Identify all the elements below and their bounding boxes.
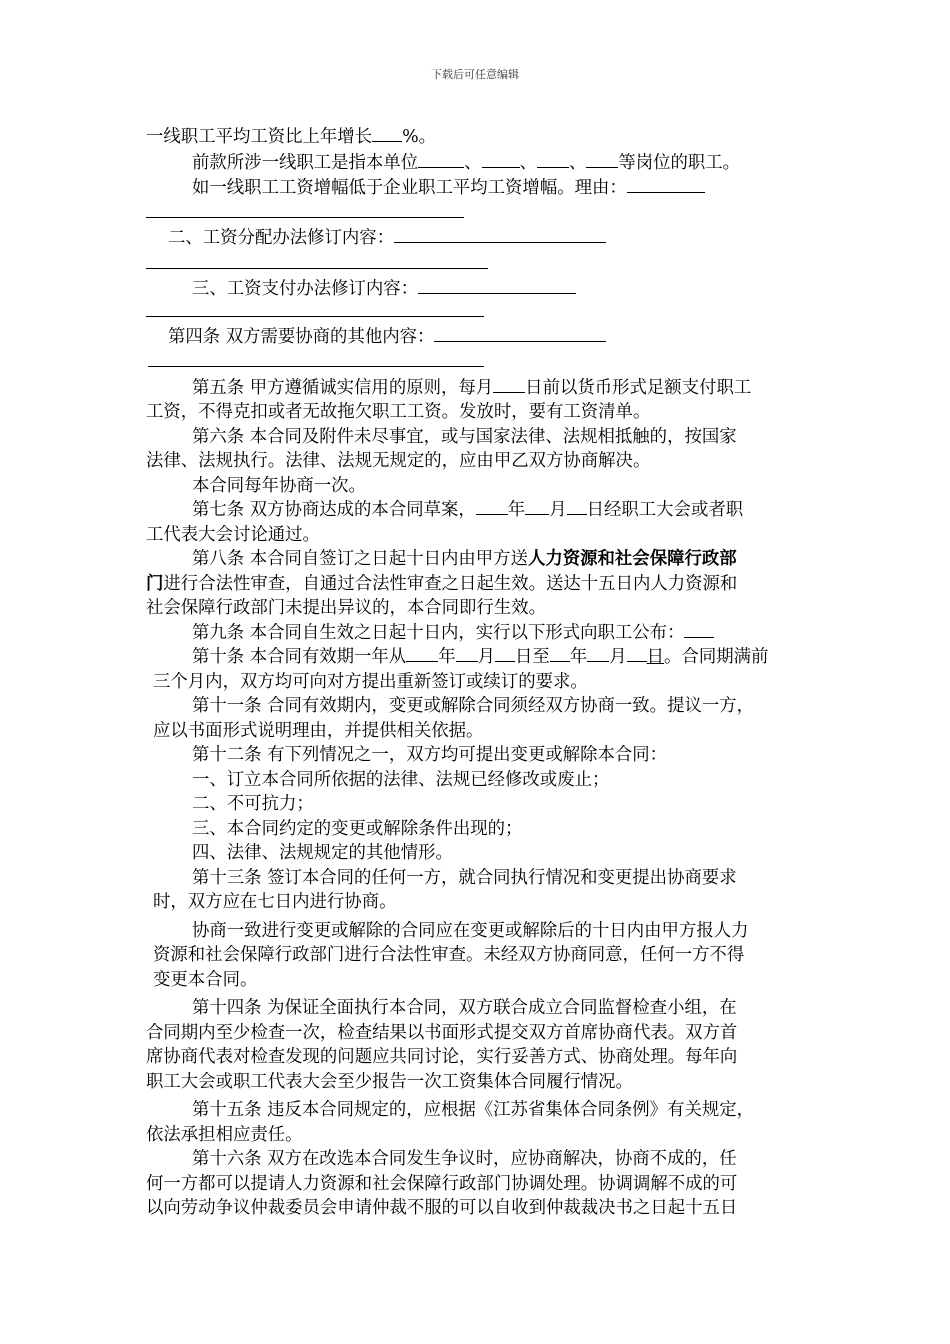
blank[interactable]	[482, 151, 520, 168]
text: 等岗位的职工。	[618, 153, 741, 173]
text: 年	[569, 647, 588, 667]
paragraph-line: 以向劳动争议仲裁委员会申请仲裁不服的可以自收到仲裁裁决书之日起十五日	[146, 1198, 738, 1218]
blank[interactable]	[456, 645, 478, 662]
blank[interactable]	[476, 498, 508, 515]
bold-text: 门	[146, 574, 164, 594]
text: %。	[402, 127, 437, 147]
paragraph-line: 第十三条 签订本合同的任何一方，就合同执行情况和变更提出协商要求	[192, 868, 737, 888]
paragraph-line	[192, 376, 872, 400]
paragraph-line: 资源和社会保障行政部门进行合法性审查。未经双方协商同意，任何一方不得	[153, 945, 745, 965]
text: 三、工资支付办法修订内容：	[192, 279, 419, 299]
text: 进行合法性审查，自通过合法性审查之日起生效。送达十五日内人力资源和	[163, 574, 738, 594]
blank[interactable]	[406, 645, 438, 662]
blank[interactable]	[372, 125, 402, 142]
fill-line[interactable]	[146, 217, 464, 218]
blank[interactable]	[550, 645, 570, 662]
blank[interactable]	[627, 176, 705, 193]
blank[interactable]	[418, 277, 576, 294]
page-header: 下载后可任意编辑	[431, 68, 519, 81]
paragraph-line: 工资，不得克扣或者无故拖欠职工工资。发放时，要有工资清单。	[146, 402, 651, 422]
blank[interactable]	[684, 621, 714, 638]
blank[interactable]	[493, 376, 525, 393]
paragraph-line	[146, 125, 826, 149]
paragraph-line: 职工大会或职工代表大会至少报告一次工资集体合同履行情况。	[146, 1072, 633, 1092]
paragraph-line	[192, 621, 872, 645]
blank[interactable]	[418, 151, 464, 168]
paragraph-line: 第十五条 违反本合同规定的，应根据《江苏省集体合同条例》有关规定，	[192, 1100, 755, 1120]
text: 年	[507, 500, 526, 520]
text: 、	[464, 153, 482, 173]
text: 如一线职工工资增幅低于企业职工平均工资增幅。理由：	[192, 178, 627, 198]
text: 月	[477, 647, 496, 667]
blank[interactable]	[586, 151, 618, 168]
text: 第四条 双方需要协商的其他内容：	[168, 327, 435, 347]
text: 第十条 本合同有效期一年从	[192, 647, 407, 667]
blank[interactable]	[394, 226, 606, 243]
paragraph-line: 第十四条 为保证全面执行本合同，双方联合成立合同监督检查小组，在	[192, 998, 737, 1018]
blank[interactable]	[567, 498, 587, 515]
text: 一线职工平均工资比上年增长	[146, 127, 373, 147]
paragraph-line: 第十六条 双方在改选本合同发生争议时，应协商解决，协商不成的，任	[192, 1149, 737, 1169]
paragraph-line	[192, 151, 872, 175]
paragraph-line: 合同期内至少检查一次，检查结果以书面形式提交双方首席协商代表。双方首	[146, 1023, 738, 1043]
paragraph-line: 席协商代表对检查发现的问题应共同讨论，实行妥善方式、协商处理。每年向	[146, 1047, 738, 1067]
paragraph-line: 协商一致进行变更或解除的合同应在变更或解除后的十日内由甲方报人力	[192, 921, 749, 941]
blank[interactable]	[495, 645, 515, 662]
text: 日经职工大会或者职	[586, 500, 744, 520]
blank[interactable]	[525, 498, 549, 515]
paragraph-line: 第十一条 合同有效期内，变更或解除合同须经双方协商一致。提议一方，	[192, 696, 755, 716]
text: 日至	[515, 647, 550, 667]
list-item: 四、法律、法规规定的其他情形。	[192, 843, 453, 863]
blank[interactable]	[434, 325, 606, 342]
paragraph-line	[192, 498, 872, 522]
text: 第九条 本合同自生效之日起十日内，实行以下形式向职工公布：	[192, 623, 685, 643]
paragraph-line: 何一方都可以提请人力资源和社会保障行政部门协调处理。协调调解不成的可	[146, 1174, 738, 1194]
paragraph-line	[192, 547, 872, 571]
text: 前款所涉一线职工是指本单位	[192, 153, 419, 173]
text: 二、工资分配办法修订内容：	[168, 228, 395, 248]
text: 、	[519, 153, 537, 173]
paragraph-line: 变更本合同。	[153, 970, 258, 990]
paragraph-line	[146, 572, 826, 596]
bold-text: 人力资源和社会保障行政部	[527, 549, 737, 569]
paragraph-line: 社会保障行政部门未提出异议的，本合同即行生效。	[146, 598, 546, 618]
paragraph-line: 三个月内，双方均可向对方提出重新签订或续订的要求。	[153, 672, 588, 692]
fill-line[interactable]	[148, 366, 484, 367]
text: 第五条 甲方遵循诚实信用的原则，每月	[192, 378, 494, 398]
paragraph-line: 时，双方应在七日内进行协商。	[153, 892, 397, 912]
text: 第七条 双方协商达成的本合同草案，	[192, 500, 476, 520]
text: 。合同期满前	[664, 647, 769, 667]
paragraph-line: 第六条 本合同及附件未尽事宜，或与国家法律、法规相抵触的，按国家	[192, 427, 737, 447]
paragraph-line: 本合同每年协商一次。	[192, 476, 366, 496]
fill-line[interactable]	[146, 268, 488, 269]
text: 、	[568, 153, 587, 173]
paragraph-line: 依法承担相应责任。	[146, 1125, 303, 1145]
text: 日前以货币形式足额支付职工	[525, 378, 752, 398]
text: 第八条 本合同自签订之日起十日内由甲方送	[192, 549, 528, 569]
paragraph-line: 工代表大会讨论通过。	[146, 525, 320, 545]
paragraph-line	[168, 226, 848, 250]
blank[interactable]	[627, 645, 647, 662]
paragraph-line	[192, 277, 872, 301]
text: 月	[549, 500, 567, 520]
blank[interactable]	[587, 645, 609, 662]
blank[interactable]	[537, 151, 569, 168]
paragraph-line: 第十二条 有下列情况之一，双方均可提出变更或解除本合同：	[192, 745, 668, 765]
paragraph-line	[192, 176, 872, 200]
text: 年	[438, 647, 456, 667]
text: 日	[646, 647, 665, 667]
paragraph-line	[192, 645, 872, 669]
paragraph-line	[168, 325, 848, 349]
paragraph-line: 应以书面形式说明理由，并提供相关依据。	[153, 721, 484, 741]
list-item: 二、不可抗力；	[192, 794, 314, 814]
text: 月	[609, 647, 627, 667]
paragraph-line: 法律、法规执行。法律、法规无规定的，应由甲乙双方协商解决。	[146, 451, 651, 471]
list-item: 三、本合同约定的变更或解除条件出现的；	[192, 819, 523, 839]
list-item: 一、订立本合同所依据的法律、法规已经修改或废止；	[192, 770, 610, 790]
fill-line[interactable]	[146, 316, 484, 317]
